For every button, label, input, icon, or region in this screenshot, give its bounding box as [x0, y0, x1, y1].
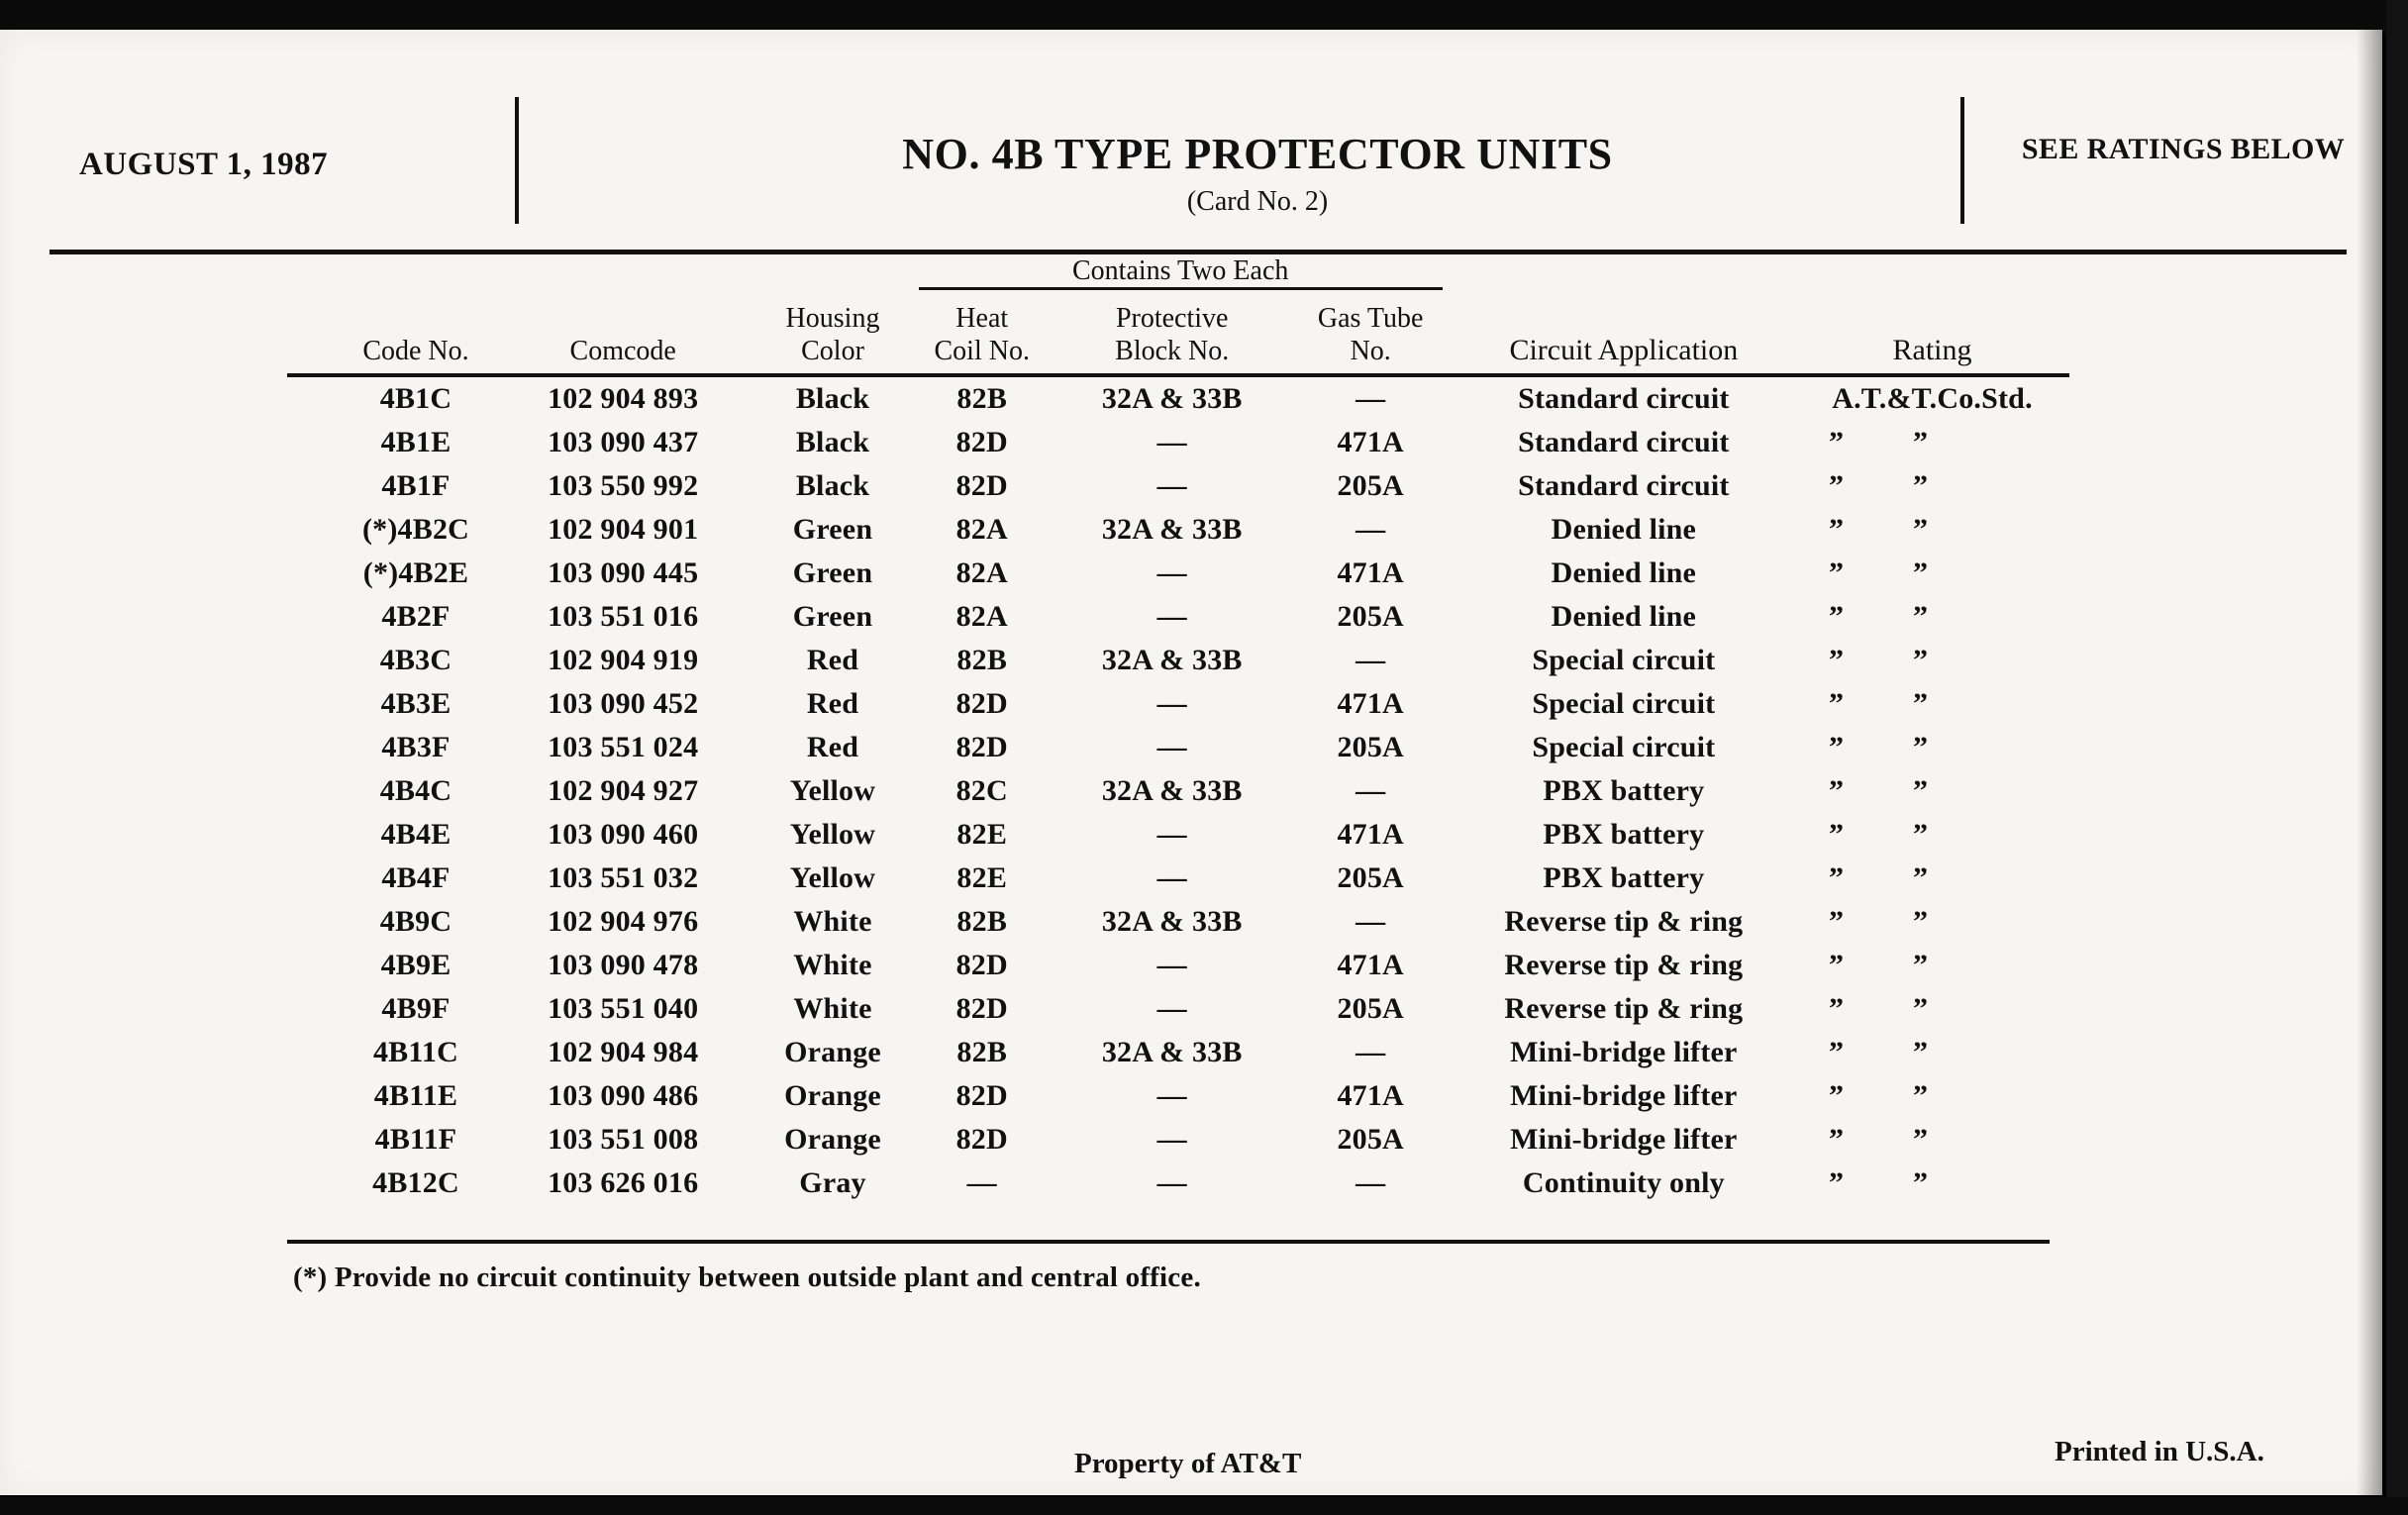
cell-code-no: 4B9C [379, 905, 452, 939]
cell-code-no: (*)4B2E [362, 556, 469, 590]
cell-code-no: 4B4C [379, 774, 452, 808]
cell-protective-block: — [1156, 861, 1187, 895]
cell-comcode: 102 904 984 [548, 1036, 699, 1069]
cell-heat-coil: 82A [955, 556, 1008, 590]
cell-circuit-application: Standard circuit [1518, 382, 1730, 416]
cell-circuit-application: Mini-bridge lifter [1510, 1123, 1738, 1157]
cell-gas-tube: 205A [1337, 731, 1404, 764]
col-header-comcode-line1: Comcode [569, 336, 676, 367]
cell-code-no: 4B9F [381, 992, 451, 1026]
table-row [287, 552, 2069, 595]
ditto-marks: ”” [1829, 1123, 1997, 1157]
table-row [287, 1162, 2069, 1205]
cell-circuit-application: Denied line [1551, 513, 1697, 547]
col-header-protective-block [1052, 302, 1293, 373]
cell-rating [1773, 508, 2069, 552]
cell-protective-block: 32A & 33B [1101, 644, 1243, 677]
table-row [287, 595, 2069, 639]
ditto-marks: ”” [1829, 469, 1997, 503]
cell-code-no: 4B12C [372, 1166, 459, 1200]
cell-heat-coil: 82E [956, 861, 1008, 895]
cell-code-no: 4B11C [372, 1036, 458, 1069]
table-row [287, 639, 2069, 682]
cell-heat-coil: 82B [956, 905, 1008, 939]
table-row [287, 464, 2069, 508]
protector-units-table-wrap [287, 255, 2069, 1205]
cell-rating [1773, 552, 2069, 595]
cell-gas-tube: — [1355, 644, 1386, 677]
cell-code-no: 4B2F [381, 600, 451, 634]
ditto-marks: ”” [1829, 600, 1997, 634]
cell-housing-color: Yellow [789, 818, 876, 852]
table-row [287, 1031, 2069, 1074]
cell-housing-color: Green [792, 556, 873, 590]
cell-heat-coil: — [966, 1166, 997, 1200]
cell-circuit-application: Standard circuit [1518, 469, 1730, 503]
cell-heat-coil: 82D [955, 687, 1008, 721]
col-header-heat-line1: Heat [955, 303, 1009, 334]
col-header-app-line1: Circuit Application [1509, 333, 1739, 366]
cell-gas-tube: 471A [1337, 556, 1404, 590]
cell-comcode: 103 626 016 [548, 1166, 699, 1200]
cell-housing-color: White [793, 992, 872, 1026]
cell-circuit-application: Standard circuit [1518, 426, 1730, 459]
header-divider-left [515, 97, 519, 224]
cell-circuit-application: Special circuit [1532, 644, 1716, 677]
cell-heat-coil: 82C [955, 774, 1008, 808]
card-number-subtitle: (Card No. 2) [1186, 186, 1329, 217]
cell-rating: A.T.&T.Co.Std. [1832, 382, 2033, 416]
table-row [287, 377, 2069, 421]
ditto-marks: ”” [1829, 774, 1997, 808]
cell-circuit-application: Reverse tip & ring [1504, 949, 1744, 982]
cell-rating [1773, 1162, 2069, 1205]
cell-code-no: 4B3E [380, 687, 452, 721]
cell-protective-block: — [1156, 687, 1187, 721]
cell-comcode: 102 904 919 [548, 644, 699, 677]
cell-circuit-application: PBX battery [1543, 774, 1705, 808]
cell-comcode: 103 551 024 [548, 731, 699, 764]
cell-heat-coil: 82D [955, 469, 1008, 503]
cell-gas-tube: 205A [1337, 1123, 1404, 1157]
cell-protective-block: 32A & 33B [1101, 382, 1243, 416]
cell-housing-color: Orange [784, 1079, 881, 1113]
table-row [287, 944, 2069, 987]
col-header-block-line1: Protective [1115, 303, 1229, 334]
cell-rating [1773, 421, 2069, 464]
cell-code-no: 4B1C [379, 382, 452, 416]
cell-protective-block: — [1156, 1079, 1187, 1113]
cell-code-no: 4B4F [381, 861, 451, 895]
cell-gas-tube: — [1355, 1166, 1386, 1200]
header-date: AUGUST 1, 1987 [79, 147, 329, 182]
col-header-rating-line1: Rating [1892, 333, 1972, 366]
cell-rating [1773, 639, 2069, 682]
cell-heat-coil: 82B [956, 644, 1008, 677]
cell-housing-color: Black [795, 426, 870, 459]
cell-heat-coil: 82E [956, 818, 1008, 852]
printed-in-usa: Printed in U.S.A. [2055, 1436, 2264, 1467]
cell-heat-coil: 82A [955, 600, 1008, 634]
cell-protective-block: — [1156, 949, 1187, 982]
cell-housing-color: Green [792, 600, 873, 634]
cell-housing-color: Red [806, 687, 859, 721]
cell-housing-color: Orange [784, 1123, 881, 1157]
table-row [287, 421, 2069, 464]
cell-housing-color: Green [792, 513, 873, 547]
cell-comcode: 103 090 452 [548, 687, 699, 721]
cell-rating [1773, 857, 2069, 900]
cell-housing-color: Black [795, 469, 870, 503]
cell-rating [1773, 1118, 2069, 1162]
cell-protective-block: — [1156, 1123, 1187, 1157]
cell-heat-coil: 82D [955, 949, 1008, 982]
cell-housing-color: Gray [799, 1166, 866, 1200]
cell-rating [1773, 769, 2069, 813]
ditto-marks: ”” [1829, 687, 1997, 721]
cell-rating [1773, 944, 2069, 987]
cell-comcode: 102 904 927 [548, 774, 699, 808]
cell-gas-tube: 205A [1337, 861, 1404, 895]
cell-comcode: 102 904 893 [548, 382, 699, 416]
table-head [287, 255, 2069, 377]
col-header-heat-line2: Coil No. [934, 336, 1030, 367]
cell-protective-block: — [1156, 992, 1187, 1026]
col-header-code-no [287, 302, 511, 373]
cell-gas-tube: — [1355, 513, 1386, 547]
table-bottom-rule [287, 1240, 2050, 1244]
ditto-marks: ”” [1829, 1166, 1997, 1200]
cell-code-no: 4B1F [381, 469, 451, 503]
col-header-gas-tube [1293, 302, 1449, 373]
cell-protective-block: — [1156, 1166, 1187, 1200]
cell-rating [1773, 813, 2069, 857]
cell-protective-block: — [1156, 818, 1187, 852]
col-header-gas-line2: No. [1350, 336, 1391, 367]
see-ratings-note: SEE RATINGS BELOW [2021, 133, 2346, 165]
cell-protective-block: 32A & 33B [1101, 905, 1243, 939]
cell-code-no: 4B4E [380, 818, 452, 852]
cell-gas-tube: 205A [1337, 600, 1404, 634]
cell-comcode: 103 551 040 [548, 992, 699, 1026]
cell-comcode: 103 090 445 [548, 556, 699, 590]
ditto-marks: ”” [1829, 556, 1997, 590]
cell-heat-coil: 82D [955, 992, 1008, 1026]
cell-protective-block: 32A & 33B [1101, 1036, 1243, 1069]
ditto-marks: ”” [1829, 861, 1997, 895]
cell-rating [1773, 595, 2069, 639]
cell-housing-color: Orange [784, 1036, 881, 1069]
table-row [287, 987, 2069, 1031]
cell-housing-color: Yellow [789, 861, 876, 895]
cell-housing-color: Red [806, 731, 859, 764]
cell-heat-coil: 82D [955, 1079, 1008, 1113]
cell-housing-color: Yellow [789, 774, 876, 808]
cell-comcode: 103 090 486 [548, 1079, 699, 1113]
cell-comcode: 103 551 016 [548, 600, 699, 634]
group-header-rule [919, 287, 1443, 290]
table-row [287, 769, 2069, 813]
cell-code-no: 4B11E [373, 1079, 458, 1113]
cell-housing-color: White [793, 905, 872, 939]
cell-rating [1773, 682, 2069, 726]
ditto-marks: ”” [1829, 644, 1997, 677]
table-row [287, 857, 2069, 900]
cell-code-no: 4B1E [380, 426, 452, 459]
group-header-row [287, 255, 2069, 302]
ditto-marks: ”” [1829, 1036, 1997, 1069]
cell-heat-coil: 82D [955, 1123, 1008, 1157]
ditto-marks: ”” [1829, 426, 1997, 459]
header-divider-right [1960, 97, 1964, 224]
table-row [287, 508, 2069, 552]
column-header-row [287, 302, 2069, 373]
cell-circuit-application: Mini-bridge lifter [1510, 1036, 1738, 1069]
scan-edge-right [2386, 0, 2408, 1515]
col-header-comcode [511, 302, 735, 373]
cell-rating [1773, 1074, 2069, 1118]
header-rule [50, 250, 2347, 254]
cell-heat-coil: 82D [955, 426, 1008, 459]
cell-comcode: 103 090 437 [548, 426, 699, 459]
cell-heat-coil: 82B [956, 1036, 1008, 1069]
col-header-rating [1773, 302, 2069, 373]
cell-gas-tube: 205A [1337, 469, 1404, 503]
cell-comcode: 102 904 901 [548, 513, 699, 547]
cell-gas-tube: 471A [1337, 1079, 1404, 1113]
table-row [287, 1074, 2069, 1118]
table-row [287, 1118, 2069, 1162]
table-row [287, 813, 2069, 857]
cell-circuit-application: Reverse tip & ring [1504, 905, 1744, 939]
cell-gas-tube: 471A [1337, 949, 1404, 982]
cell-code-no: 4B9E [380, 949, 452, 982]
cell-circuit-application: Reverse tip & ring [1504, 992, 1744, 1026]
cell-heat-coil: 82D [955, 731, 1008, 764]
cell-code-no: 4B3F [381, 731, 451, 764]
table-row [287, 900, 2069, 944]
cell-circuit-application: Mini-bridge lifter [1510, 1079, 1738, 1113]
cell-circuit-application: Denied line [1551, 600, 1697, 634]
cell-circuit-application: Continuity only [1522, 1166, 1725, 1200]
col-header-housing-line1: Housing [785, 303, 880, 334]
cell-comcode: 103 551 032 [548, 861, 699, 895]
cell-protective-block: — [1156, 731, 1187, 764]
ditto-marks: ”” [1829, 731, 1997, 764]
cell-heat-coil: 82B [956, 382, 1008, 416]
table-body [287, 377, 2069, 1205]
cell-circuit-application: PBX battery [1543, 861, 1705, 895]
cell-gas-tube: 471A [1337, 687, 1404, 721]
ditto-marks: ”” [1829, 818, 1997, 852]
property-notice: Property of AT&T [1074, 1448, 1302, 1479]
cell-protective-block: — [1156, 556, 1187, 590]
scan-edge-bottom [0, 1497, 2408, 1515]
cell-gas-tube: 471A [1337, 818, 1404, 852]
cell-circuit-application: PBX battery [1543, 818, 1705, 852]
cell-code-no: 4B3C [379, 644, 452, 677]
cell-protective-block: — [1156, 469, 1187, 503]
scan-edge-top [0, 0, 2408, 34]
card-body [0, 30, 2382, 1495]
cell-protective-block: — [1156, 426, 1187, 459]
cell-protective-block: 32A & 33B [1101, 774, 1243, 808]
card-header [50, 69, 2347, 218]
cell-housing-color: White [793, 949, 872, 982]
table-row [287, 726, 2069, 769]
cell-protective-block: — [1156, 600, 1187, 634]
col-header-code-no-line1: Code No. [362, 336, 469, 367]
ditto-marks: ”” [1829, 905, 1997, 939]
col-header-housing-line2: Color [801, 336, 864, 367]
ditto-marks: ”” [1829, 992, 1997, 1026]
cell-rating [1773, 900, 2069, 944]
cell-comcode: 103 550 992 [548, 469, 699, 503]
cell-circuit-application: Denied line [1551, 556, 1697, 590]
cell-protective-block: 32A & 33B [1101, 513, 1243, 547]
cell-rating [1773, 987, 2069, 1031]
ditto-marks: ”” [1829, 1079, 1997, 1113]
group-header-label: Contains Two Each [1071, 255, 1289, 286]
ditto-marks: ”” [1829, 513, 1997, 547]
protector-units-table [287, 255, 2069, 1205]
col-header-housing-color [735, 302, 912, 373]
cell-rating [1773, 726, 2069, 769]
cell-gas-tube: — [1355, 1036, 1386, 1069]
cell-gas-tube: — [1355, 774, 1386, 808]
cell-gas-tube: 205A [1337, 992, 1404, 1026]
cell-gas-tube: — [1355, 382, 1386, 416]
cell-gas-tube: 471A [1337, 426, 1404, 459]
cell-rating [1773, 1031, 2069, 1074]
cell-comcode: 103 551 008 [548, 1123, 699, 1157]
cell-gas-tube: — [1355, 905, 1386, 939]
cell-circuit-application: Special circuit [1532, 687, 1716, 721]
cell-housing-color: Black [795, 382, 870, 416]
col-header-block-line2: Block No. [1115, 336, 1230, 367]
cell-comcode: 102 904 976 [548, 905, 699, 939]
cell-housing-color: Red [806, 644, 859, 677]
col-header-gas-line1: Gas Tube [1317, 303, 1424, 334]
cell-rating [1773, 464, 2069, 508]
col-header-heat-coil [913, 302, 1052, 373]
cell-circuit-application: Special circuit [1532, 731, 1716, 764]
cell-comcode: 103 090 478 [548, 949, 699, 982]
col-header-circuit-application [1449, 302, 1773, 373]
cell-code-no: (*)4B2C [361, 513, 470, 547]
cell-comcode: 103 090 460 [548, 818, 699, 852]
cell-heat-coil: 82A [955, 513, 1008, 547]
table-row [287, 682, 2069, 726]
page-title: NO. 4B TYPE PROTECTOR UNITS [902, 130, 1613, 178]
cell-code-no: 4B11F [374, 1123, 457, 1157]
footnote: (*) Provide no circuit continuity between outside plant and central office. [293, 1262, 1201, 1293]
ditto-marks: ”” [1829, 949, 1997, 982]
